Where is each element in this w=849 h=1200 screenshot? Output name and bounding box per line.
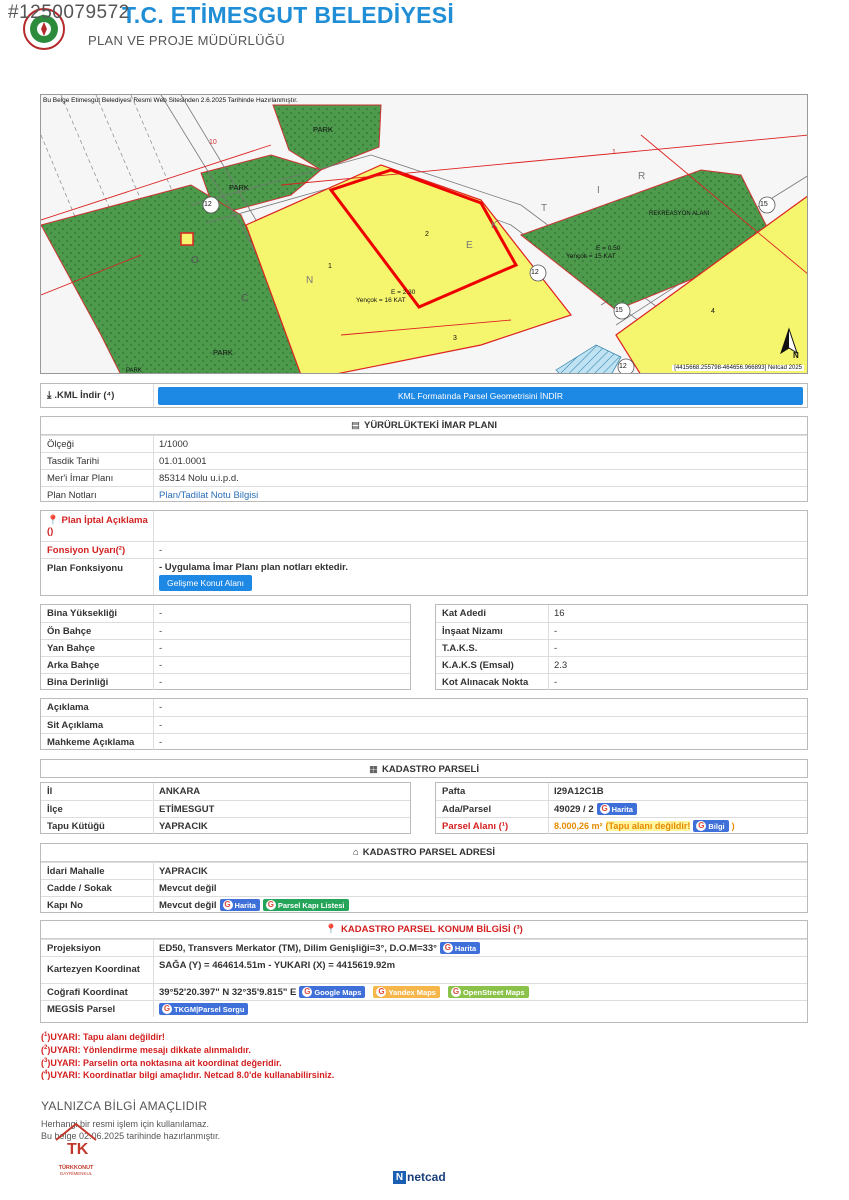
map-label-1b: 1 — [328, 263, 332, 270]
location-label: Kartezyen Koordinat — [41, 957, 154, 983]
building-label: Bina Derinliği — [41, 674, 154, 690]
address-label: Cadde / Sokak — [41, 880, 154, 896]
door-list-link[interactable] — [263, 899, 349, 911]
map-label-park-2: PARK — [229, 183, 249, 192]
map-label-4: 4 — [711, 308, 715, 315]
geographic-value: 39°52'20.397" N 32°35'9.815" E — [159, 986, 297, 998]
building-label: İnşaat Nizamı — [436, 623, 549, 639]
book-icon: ▤ — [351, 420, 360, 431]
building-row — [41, 622, 410, 639]
turkkonut-logo — [50, 1120, 102, 1176]
door-number-value: Mevcut değil — [159, 899, 217, 911]
pin-icon: 📍 — [325, 924, 338, 935]
notes-label: Açıklama — [41, 699, 154, 716]
imar-value: 1/1000 — [159, 438, 189, 450]
osm-text: OpenStreet Maps — [462, 987, 525, 997]
map-road-width-12b: 12 — [531, 269, 539, 276]
cadastre-value: ANKARA — [159, 786, 201, 797]
cadastre-left-table — [40, 782, 411, 834]
projection-map-link-text: Harita — [454, 943, 477, 953]
address-value — [154, 897, 807, 913]
parcel-area-info-text: Bilgi — [708, 821, 725, 831]
tkgm-link[interactable] — [159, 1003, 248, 1015]
kml-label — [41, 384, 154, 407]
google-maps-text: Google Maps — [314, 987, 362, 997]
building-value: - — [554, 642, 558, 654]
imar-row — [41, 486, 807, 503]
google-maps-link[interactable] — [299, 986, 365, 998]
parcel-area-info-link[interactable] — [693, 820, 728, 832]
map-pin-icon: G — [224, 900, 231, 909]
building-value: - — [159, 659, 163, 671]
map-street-letter-k: K — [491, 220, 498, 231]
building-value: 2.3 — [554, 659, 568, 671]
map-label-rekreasyon: REKREASYON ALANI — [649, 211, 710, 217]
address-header — [41, 844, 807, 862]
location-section — [40, 920, 808, 1023]
building-row — [436, 673, 807, 690]
warning-text: UYARI: Tapu alanı değildir! — [50, 1032, 165, 1042]
building-row — [436, 639, 807, 656]
footer-title: YALNIZCA BİLGİ AMAÇLIDIR — [41, 1099, 208, 1113]
ada-parsel-value: 49029 / 2 — [554, 803, 594, 815]
plan-cancel-value — [154, 511, 807, 541]
location-value — [154, 984, 807, 1000]
map-footer: [4415668.255798-464656.966893] Netcad 2025 — [674, 365, 802, 371]
page-header — [0, 0, 849, 60]
cadastre-right-table — [435, 782, 808, 834]
function-warning-value: - — [159, 544, 163, 556]
building-value: - — [554, 676, 558, 688]
warning-num: 4 — [44, 1070, 48, 1076]
location-label: Projeksiyon — [41, 940, 154, 956]
address-title: KADASTRO PARSEL ADRESİ — [362, 847, 496, 858]
warning-line: ($^1$)UYARI: Tapu alanı değildir! — [41, 1032, 165, 1042]
address-label: Kapı No — [41, 897, 154, 913]
location-row — [41, 956, 807, 983]
imar-value: 85314 Nolu u.i.p.d. — [159, 472, 239, 484]
building-label: K.A.K.S (Emsal) — [436, 657, 549, 673]
notes-row — [41, 716, 807, 733]
kml-download-row — [40, 383, 808, 408]
location-label: MEGSİS Parsel — [41, 1001, 154, 1017]
cadastre-row — [436, 800, 807, 817]
warning-num: 3 — [44, 1058, 48, 1064]
footer-line-1: Herhangi bir resmi işlem için kullanılamaz. — [41, 1119, 210, 1129]
plan-cancel-label — [41, 511, 154, 541]
map-pin-icon: G — [601, 804, 608, 813]
cadastre-row — [41, 817, 410, 834]
plan-function-button[interactable]: Gelişme Konut Alanı — [159, 575, 252, 591]
cadastre-row — [436, 817, 807, 834]
kml-download-button[interactable]: KML Formatında Parsel Geometrisini İNDİR — [158, 387, 803, 405]
parcel-area-close: ) — [731, 821, 735, 831]
kml-label-text: .KML İndir (⁴) — [54, 390, 115, 401]
cadastre-label: Tapu Kütüğü — [41, 818, 154, 834]
imar-row — [41, 469, 807, 486]
info-icon: G — [698, 821, 705, 830]
cadastre-header-inner — [41, 760, 807, 778]
notes-table — [40, 698, 808, 750]
map-road-width-15b: 15 — [615, 307, 623, 314]
imar-label: Tasdik Tarihi — [41, 453, 154, 469]
building-row — [436, 605, 807, 622]
parcel-map[interactable] — [40, 94, 808, 374]
building-left-table — [40, 604, 411, 690]
building-label: Ön Bahçe — [41, 623, 154, 639]
notes-row — [41, 733, 807, 750]
cadastre-value — [549, 801, 807, 817]
building-row — [41, 673, 410, 690]
notes-value: - — [159, 702, 163, 713]
function-warning-row — [41, 541, 807, 558]
cadastre-label: Pafta — [436, 783, 549, 800]
ada-map-link-text: Harita — [611, 804, 633, 814]
plan-function-value — [154, 559, 807, 595]
door-list-link-text: Parsel Kapı Listesi — [277, 900, 345, 910]
plan-function-label: Plan Fonksiyonu — [41, 559, 154, 595]
location-row — [41, 939, 807, 956]
map-label-e2: E = 2.30 — [391, 289, 416, 296]
imar-label: Plan Notları — [41, 487, 154, 503]
building-value: - — [159, 625, 163, 637]
parcel-area-number: 8.000,26 m² — [554, 821, 603, 831]
location-row — [41, 1000, 807, 1017]
cadastre-label: Ada/Parsel — [436, 801, 549, 817]
netcad-logo — [393, 1170, 446, 1184]
location-value — [154, 940, 807, 956]
function-section — [40, 510, 808, 596]
map-label-1a: 1 — [612, 149, 616, 156]
building-label: Bina Yüksekliği — [41, 605, 154, 622]
door-map-link[interactable] — [220, 899, 260, 911]
list-icon: G — [267, 900, 274, 909]
plan-cancel-label-text: Plan İptal Açıklama () — [47, 515, 148, 537]
notes-value: - — [159, 736, 163, 748]
map-label-park-4: PARK — [126, 368, 142, 374]
map-side-letter-c: C — [241, 293, 249, 304]
warning-line: ($^4$)UYARI: Koordinatlar bilgi amaçlıdır. Netcad 8.0'de kullanabilirsiniz. — [41, 1070, 335, 1080]
location-label: Coğrafi Koordinat — [41, 984, 154, 1000]
notes-label: Sit Açıklama — [41, 717, 154, 733]
map-label-yencok2: Yençok = 16 KAT — [356, 297, 406, 304]
netcad-text: netcad — [407, 1170, 446, 1184]
map-street-letter-n: N — [306, 275, 314, 286]
building-label: T.A.K.S. — [436, 640, 549, 656]
map-street-letter-r: R — [638, 171, 646, 182]
map-street-letter-i: I — [597, 185, 600, 196]
home-icon: ⌂ — [352, 847, 359, 858]
building-value: - — [159, 642, 163, 654]
location-row — [41, 983, 807, 1000]
map-label-10: 10 — [209, 139, 217, 146]
footer-line-2: Bu belge 02.06.2025 tarihinde hazırlanmıştır. — [41, 1131, 221, 1141]
building-label: Kot Alınacak Nokta — [436, 674, 549, 690]
cadastre-row — [436, 783, 807, 800]
yandex-icon: G — [378, 987, 385, 996]
imar-label: Mer'i İmar Planı — [41, 470, 154, 486]
yandex-maps-link[interactable] — [373, 986, 440, 998]
parcel-area-warning: (Tapu alanı değildir! — [605, 821, 691, 831]
grid-icon: ▦ — [369, 763, 379, 775]
warning-text: UYARI: Yönlendirme mesajı dikkate alınmalıdır. — [50, 1045, 251, 1055]
download-icon: ⤓ — [47, 390, 52, 401]
map-street-letter-t: T — [541, 203, 548, 214]
yandex-maps-text: Yandex Maps — [388, 987, 436, 997]
map-road-width-12c: 12 — [619, 363, 627, 370]
cadastre-row — [41, 800, 410, 817]
cadastre-value: I29A12C1B — [554, 786, 604, 797]
warning-line: ($^2$)UYARI: Yönlendirme mesajı dikkate alınmalıdır. — [41, 1045, 251, 1055]
imar-plan-title: YÜRÜRLÜKTEKİ İMAR PLANI — [363, 420, 497, 431]
building-label: Kat Adedi — [436, 605, 549, 622]
building-row — [436, 656, 807, 673]
plan-cancel-row — [41, 511, 807, 541]
map-road-width-12a: 12 — [204, 201, 212, 208]
building-row — [436, 622, 807, 639]
cadastre-title: KADASTRO PARSELİ — [382, 763, 479, 775]
turkkonut-logo-icon — [50, 1120, 102, 1160]
building-right-table — [435, 604, 808, 690]
tkgm-link-text: TKGM|Parsel Sorgu — [174, 1004, 245, 1014]
warning-text: UYARI: Koordinatlar bilgi amaçlıdır. Netcad 8.0'de kullanabilirsiniz. — [50, 1070, 335, 1080]
building-value: - — [159, 676, 163, 688]
osm-link[interactable] — [448, 986, 529, 998]
notes-row — [41, 699, 807, 716]
address-value: YAPRACIK — [159, 865, 208, 877]
building-row — [41, 656, 410, 673]
map-label-e1: E = 0.50 — [596, 245, 621, 252]
warning-text: UYARI: Parselin orta noktasına ait koordinat değeridir. — [50, 1058, 282, 1068]
building-label: Yan Bahçe — [41, 640, 154, 656]
map-pin-icon: G — [444, 943, 452, 952]
cadastre-value: YAPRACIK — [159, 820, 208, 832]
notes-label: Mahkeme Açıklama — [41, 734, 154, 750]
search-icon: G — [163, 1004, 171, 1013]
imar-plan-header — [41, 417, 807, 435]
warning-num: 2 — [44, 1045, 48, 1051]
location-header — [41, 921, 807, 939]
cadastre-row — [41, 783, 410, 800]
address-row — [41, 896, 807, 913]
google-icon: G — [304, 987, 311, 996]
plan-function-row — [41, 558, 807, 595]
osm-icon: G — [452, 987, 460, 996]
function-warning-label: Fonsiyon Uyarı(²) — [41, 542, 154, 558]
cadastre-value: ETİMESGUT — [159, 803, 215, 815]
cadastre-label: İl — [41, 783, 154, 800]
building-value: - — [554, 625, 558, 637]
cadastre-label: İlçe — [41, 801, 154, 817]
address-row — [41, 862, 807, 879]
building-row — [41, 605, 410, 622]
cadastre-header — [40, 759, 808, 778]
netcad-icon: N — [393, 1171, 406, 1184]
imar-value: 01.01.0001 — [159, 455, 207, 467]
ada-map-link[interactable] — [597, 803, 637, 815]
building-label: Arka Bahçe — [41, 657, 154, 673]
map-side-letter-o: O — [191, 255, 199, 266]
imar-plan-section — [40, 416, 808, 502]
map-label-yencok1: Yençok = 15 KAT — [566, 253, 616, 260]
building-value: 16 — [554, 608, 565, 619]
page-subtitle: PLAN VE PROJE MÜDÜRLÜĞÜ — [88, 33, 285, 48]
projection-map-link[interactable] — [440, 942, 480, 954]
listing-id: #1250079572 — [8, 2, 130, 23]
page-title: T.C. ETİMESGUT BELEDİYESİ — [122, 2, 455, 28]
plan-function-text: - Uygulama İmar Planı plan notları ektedir. — [159, 562, 348, 573]
map-road-width-15a: 15 — [760, 201, 768, 208]
cartesian-value: SAĞA (Y) = 464614.51m - YUKARI (X) = 4415619.92m — [159, 960, 396, 971]
svg-text:TK: TK — [67, 1141, 89, 1158]
address-row — [41, 879, 807, 896]
address-value: Mevcut değil — [159, 882, 217, 894]
pin-icon: 📍 — [47, 515, 59, 526]
warning-num: 1 — [44, 1032, 48, 1038]
warning-line: ($^3$)UYARI: Parselin orta noktasına ait koordinat değeridir. — [41, 1058, 282, 1068]
plan-notes-link[interactable]: Plan/Tadilat Notu Bilgisi — [159, 489, 259, 501]
plan-cancel-text — [47, 515, 153, 537]
turkkonut-subtext: GAYRİMENKUL — [59, 1171, 93, 1176]
map-caption: Bu Belge Etimesgut Belediyesi Resmi Web Sitesinden 2.6.2025 Tarihinde Hazırlanmıştır. — [43, 97, 298, 104]
map-north-label: N — [793, 351, 799, 360]
location-title: KADASTRO PARSEL KONUM BİLGİSİ (³) — [341, 924, 523, 935]
building-value: - — [159, 608, 163, 619]
door-map-link-text: Harita — [234, 900, 256, 910]
map-label-3: 3 — [453, 335, 457, 342]
imar-label: Ölçeği — [41, 436, 154, 452]
imar-row — [41, 435, 807, 452]
map-label-2: 2 — [425, 231, 429, 238]
notes-value: - — [159, 719, 163, 731]
imar-row — [41, 452, 807, 469]
map-street-letter-e: E — [466, 240, 473, 251]
building-row — [41, 639, 410, 656]
projection-value: ED50, Transvers Merkator (TM), Dilim Genişliği=3°, D.O.M=33° — [159, 942, 437, 954]
address-label: İdari Mahalle — [41, 863, 154, 879]
map-label-park-3: PARK — [213, 348, 233, 357]
location-value — [154, 1001, 807, 1017]
parcel-area-value — [549, 818, 807, 834]
address-section — [40, 843, 808, 913]
turkkonut-text: TÜRKKONUT — [58, 1165, 94, 1171]
parcel-area-label: Parsel Alanı (¹) — [436, 818, 549, 834]
map-label-park-1: PARK — [313, 125, 333, 134]
